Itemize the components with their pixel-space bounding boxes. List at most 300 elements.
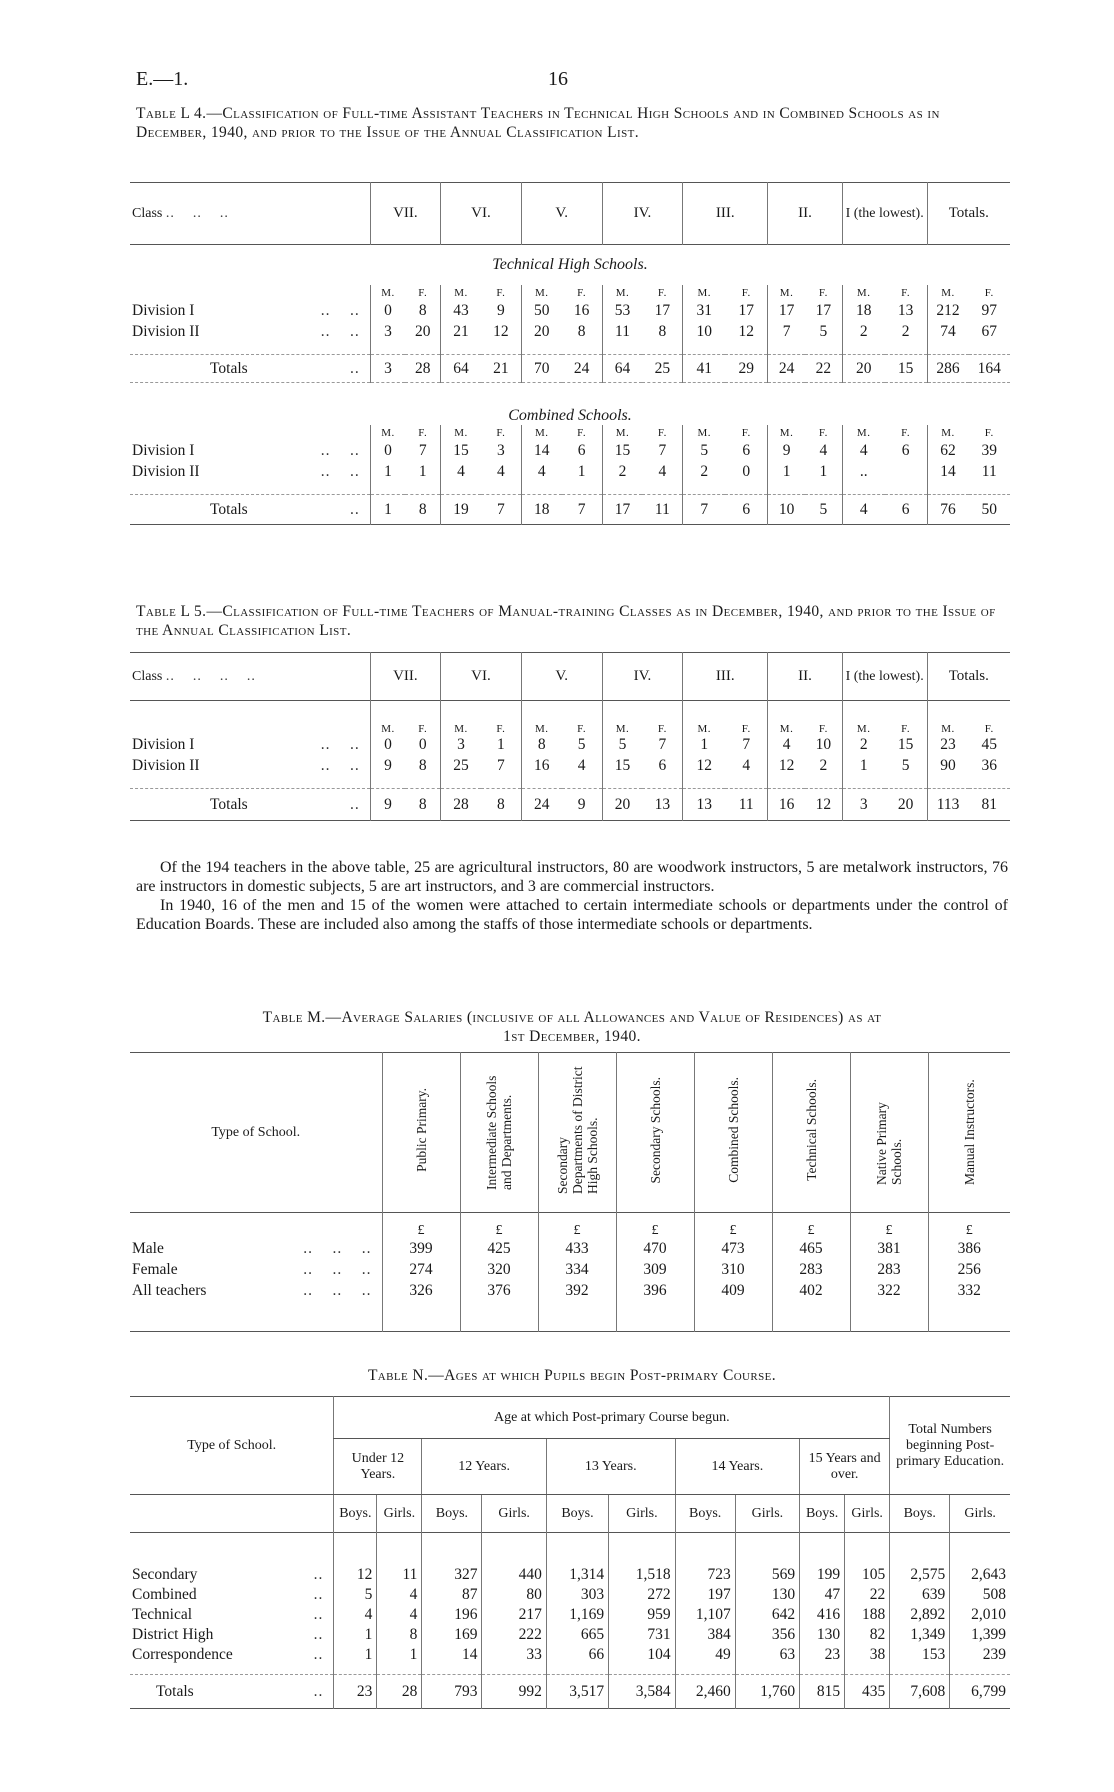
table-cell: 322 [850,1281,928,1302]
table-row: Division I .. .. 0 8 43 9 50 16 53 17 31 17 17 17 18 13 212 97 [130,301,1010,322]
table-cell: 0 [418,736,427,753]
section-title: Combined Schools. [508,406,632,424]
table-cell: 7 [683,495,725,525]
table-cell: 67 [981,323,997,340]
table-cell: 17 [738,302,754,319]
table-cell: 5 [819,323,828,340]
column-header: III. [683,653,768,701]
page-number: 16 [548,68,568,90]
table-cell: 8 [521,735,561,756]
row-label: Totals [210,500,248,518]
table-cell: 49 [675,1645,735,1665]
table-cell: 70 [521,355,561,383]
table-cell: 8 [658,323,667,340]
table-cell: 7 [418,442,427,459]
column-header: Technical Schools. [803,1079,819,1181]
column-header: Public Primary. [413,1088,429,1172]
column-header: Combined Schools. [725,1077,741,1183]
table-cell: 90 [927,756,968,777]
table-cell: 2 [842,322,884,343]
table-cell: 2,892 [890,1605,950,1625]
boys-girls-header-row: Boys. Girls. Boys. Girls. Boys. Girls. Boys. Girls. Boys. Girls. Boys. Girls. [130,1495,1010,1533]
mf-header-row: M. F. M. F. M. F. M. F. M. F. M. F. M. F. M. F. [130,285,1010,301]
table-cell: 11 [654,500,670,518]
table-cell: 12 [683,756,725,777]
table-row: Division II .. .. 3 20 21 12 20 8 11 8 10 12 7 5 2 2 74 67 [130,322,1010,343]
table-row: All teachers .. .. .. 326 376 392 396 409 402 322 332 [130,1281,1010,1302]
column-header: I (the lowest). [842,653,927,701]
table-cell: 399 [382,1239,460,1260]
table-cell: 815 [800,1675,845,1709]
table-cell: 5 [683,441,725,462]
table-row: Division I .. .. 0 7 15 3 14 6 15 7 5 6 9 4 4 6 62 39 [130,441,1010,462]
type-of-school-label: Type of School. [211,1124,301,1140]
table-cell: 356 [735,1625,799,1645]
table-cell: 4 [334,1605,377,1625]
row-label: Secondary [132,1565,198,1583]
table-cell: 12 [815,795,832,813]
column-header: VI. [441,183,522,245]
table-l4: Class .. .. .. VII. VI. V. IV. III. II. I (the lowest). Totals. Technical High Schools. M. F. M. F. M. F. M. F. M. F. M. F. M. F. M. F. Division I .. .. 0 8 43 9 50 16 53 17 31 17 17 17 18 13 212 97 Division II .. .. 3 20 21 12 20 8 11 8 10 12 7 5 2 2 74 67 Totals .. 3 28 64 21 70 24 64 25 41 29 24 22 20 15 286 164 Combined Schools. M. F. M. F. M. F. M. F. M. F. M. F. M. F. M. F. Division I .. .. 0 7 15 3 14 6 15 7 5 6 9 4 4 6 62 39 Division II .. .. 1 1 4 4 4 1 2 4 2 0 1 1 .. 14 11 Totals .. 1 8 19 7 18 7 17 11 7 6 10 5 4 6 76 50 [130,182,1010,525]
table-cell: 4 [497,463,505,480]
totals-row: Totals .. 1 8 19 7 18 7 17 11 7 6 10 5 4 6 76 50 [130,495,1010,525]
table-cell: 386 [928,1239,1010,1260]
table-n [130,1396,1010,1709]
table-cell: 1 [497,736,505,753]
table-cell: 1,760 [735,1675,799,1709]
table-cell: 7 [497,757,505,774]
table-cell: 7 [742,736,751,753]
table-cell: 11 [738,795,754,813]
table-cell: 17 [768,301,805,322]
column-header: II. [768,183,843,245]
table-cell: 409 [694,1281,772,1302]
table-cell: 5 [334,1585,377,1605]
table-cell: 508 [950,1585,1010,1605]
table-cell: 7 [658,736,667,753]
column-header: IV. [602,653,683,701]
caption-line: 1st December, 1940. [503,1028,641,1045]
table-cell: 25 [441,756,481,777]
table-cell: 8 [577,323,586,340]
table-cell: 440 [482,1565,546,1585]
age-column-header: 12 Years. [422,1439,546,1495]
table-cell: 22 [845,1585,890,1605]
table-cell: 10 [768,495,805,525]
table-cell: 197 [675,1585,735,1605]
table-cell: 1,314 [546,1565,608,1585]
table-cell: 1 [334,1625,377,1645]
table-cell: 20 [842,355,884,383]
table-cell: 153 [890,1645,950,1665]
table-cell: 23 [800,1645,845,1665]
table-cell: 4 [577,757,586,774]
table-cell: 3,517 [546,1675,608,1709]
table-cell: 286 [927,355,968,383]
table-cell: 7 [768,322,805,343]
table-cell: 8 [377,1625,422,1645]
mf-header-row: M. F. M. F. M. F. M. F. M. F. M. F. M. F. M. F. [130,425,1010,441]
table-cell: 8 [418,795,427,813]
table-cell: 793 [422,1675,482,1709]
totals-row: Totals .. 3 28 64 21 70 24 64 25 41 29 24 22 20 15 286 164 [130,355,1010,383]
table-m-caption [136,1008,1008,1046]
column-header: Secondary Schools. [647,1076,663,1184]
class-label: Class [132,205,163,221]
table-cell: 1,349 [890,1625,950,1645]
table-cell: 4 [377,1585,422,1605]
table-cell: 4 [819,442,828,459]
table-cell: 723 [675,1565,735,1585]
table-cell: 1 [370,495,405,525]
column-header: Totals. [927,653,1010,701]
table-cell: 1 [842,756,884,777]
table-cell: 272 [609,1585,676,1605]
row-label: Division I [132,442,195,459]
table-cell: 9 [577,795,586,813]
table-cell: 36 [981,757,997,774]
table-cell: 6 [742,442,751,459]
table-cell: 20 [897,795,914,813]
table-cell: 332 [928,1281,1010,1302]
table-row: Technical .. 4 4 196 217 1,169 959 1,107 642 416 188 2,892 2,010 [130,1605,1010,1625]
table-cell: 320 [460,1260,538,1281]
table-cell: 87 [422,1585,482,1605]
table-cell: 8 [418,500,427,518]
table-cell: 9 [768,441,805,462]
row-label: Correspondence [132,1645,233,1663]
table-cell: 21 [441,322,481,343]
table-cell: 188 [845,1605,890,1625]
table-cell: 3 [497,442,505,459]
table-cell: 665 [546,1625,608,1645]
table-cell: 14 [927,462,968,483]
table-cell: 4 [842,441,884,462]
table-cell: 53 [602,301,642,322]
column-header: Totals. [927,183,1010,245]
table-cell: 18 [521,495,561,525]
table-cell: 2 [842,735,884,756]
table-cell: 1,399 [950,1625,1010,1645]
table-n-caption: Table N.—Ages at which Pupils begin Post-primary Course. [367,1367,777,1384]
table-cell: 2 [901,323,910,340]
table-cell: 9 [370,789,405,821]
column-header: IV. [602,183,683,245]
table-cell: 6 [577,442,586,459]
table-cell: 196 [422,1605,482,1625]
table-cell: 20 [414,323,431,340]
table-cell: 1 [418,463,427,480]
table-cell: 2,460 [675,1675,735,1709]
table-cell: 16 [768,789,805,821]
table-cell: 7 [577,500,586,518]
table-cell: 569 [735,1565,799,1585]
table-cell: 1 [334,1645,377,1665]
row-label: Division I [132,302,195,319]
column-header: VI. [441,653,522,701]
table-cell: 3,584 [609,1675,676,1709]
column-header: III. [683,183,768,245]
table-cell: 16 [573,302,590,319]
table-cell: 731 [609,1625,676,1645]
class-label: Class [132,668,163,684]
table-cell: 45 [981,736,997,753]
table-cell: 64 [602,355,642,383]
table-cell: 959 [609,1605,676,1625]
column-header: I (the lowest). [842,183,927,245]
table-cell: 17 [654,302,671,319]
table-cell: 13 [654,795,671,813]
table-cell: 274 [382,1260,460,1281]
table-cell: 9 [370,756,405,777]
table-cell: 992 [482,1675,546,1709]
note-paragraph: In 1940, 16 of the men and 15 of the women were attached to certain intermediate schools or departments under the control of Education Boards. These are included also among the staffs of those intermediate schools or departments. [136,897,1008,933]
table-cell: 199 [800,1565,845,1585]
table-cell: 2 [683,462,725,483]
table-cell: 28 [377,1675,422,1709]
table-cell: .. [842,462,884,483]
column-header: Native Primary Schools. [874,1102,904,1185]
table-cell: 2,575 [890,1565,950,1585]
table-cell: 384 [675,1625,735,1645]
table-cell: 41 [683,355,725,383]
table-cell: 1,107 [675,1605,735,1625]
table-cell: 4 [842,495,884,525]
table-cell: 14 [521,441,561,462]
table-cell: 392 [538,1281,616,1302]
table-cell: 169 [422,1625,482,1645]
caption-line: Table M.—Average Salaries (inclusive of all Allowances and Value of Residences) as at [262,1009,882,1026]
table-cell: 6,799 [950,1675,1010,1709]
table-cell: 6 [901,500,910,518]
table-cell: 1 [577,463,586,480]
table-cell: 19 [441,495,481,525]
table-cell: 283 [772,1260,850,1281]
table-cell: 5 [819,500,828,518]
table-cell: 66 [546,1645,608,1665]
table-cell: 23 [334,1675,377,1709]
table-cell: 0 [742,463,751,480]
table-cell [885,462,927,483]
table-cell: 22 [815,359,832,377]
table-cell: 473 [694,1239,772,1260]
table-cell: 470 [616,1239,694,1260]
table-l5: Class .. .. .. .. VII. VI. V. IV. III. II. I (the lowest). Totals. M. F. M. F. M. F. M. F. M. F. M. F. M. F. M. F. Division I .. .. 0 0 3 1 8 5 5 7 1 7 4 10 2 15 23 45 Division II .. .. 9 8 25 7 16 4 15 6 12 4 12 2 1 5 90 36 Totals .. 9 8 28 8 24 9 20 13 13 11 16 12 3 20 113 81 [130,652,1010,821]
table-cell: 11 [377,1565,422,1585]
column-header: VII. [370,653,440,701]
table-cell: 396 [616,1281,694,1302]
table-cell: 12 [334,1565,377,1585]
table-cell: 416 [800,1605,845,1625]
table-cell: 2 [819,757,828,774]
table-cell: 2,643 [950,1565,1010,1585]
notes [136,858,1008,934]
table-cell: 38 [845,1645,890,1665]
table-cell: 24 [573,359,590,377]
table-cell: 12 [738,323,754,340]
table-cell: 6 [658,757,667,774]
table-cell: 1,518 [609,1565,676,1585]
totals-row: Totals .. 9 8 28 8 24 9 20 13 13 11 16 12 3 20 113 81 [130,789,1010,821]
column-header: VII. [370,183,440,245]
table-cell: 334 [538,1260,616,1281]
table-cell: 8 [497,795,505,813]
table-cell: 310 [694,1260,772,1281]
table-l5-caption: Table L 5.—Classification of Full-time Teachers of Manual-training Classes as in December, 1940, and prior to the Issue of the Annual Classification List. [136,603,996,639]
table-cell: 326 [382,1281,460,1302]
table-cell: 20 [602,789,642,821]
age-column-header: 13 Years. [546,1439,675,1495]
table-cell: 97 [981,302,997,319]
table-cell: 11 [602,322,642,343]
table-m [130,1052,1010,1332]
table-cell: 130 [800,1625,845,1645]
row-label: Combined [132,1585,197,1603]
table-cell: 1 [683,735,725,756]
table-cell: 130 [735,1585,799,1605]
table-row: Correspondence .. 1 1 14 33 66 104 49 63 23 38 153 239 [130,1645,1010,1665]
age-column-header: 14 Years. [675,1439,799,1495]
table-cell: 15 [602,756,642,777]
table-cell: 4 [441,462,481,483]
table-row: District High .. 1 8 169 222 665 731 384 356 130 82 1,349 1,399 [130,1625,1010,1645]
table-row: Male .. .. .. 399 425 433 470 473 465 381 386 [130,1239,1010,1260]
table-cell: 1 [768,462,805,483]
table-cell: 74 [927,322,968,343]
table-cell: 303 [546,1585,608,1605]
table-cell: 222 [482,1625,546,1645]
row-label: Totals [156,1682,194,1700]
table-cell: 28 [414,359,431,377]
row-label: Division II [132,757,200,774]
table-cell: 20 [521,322,561,343]
table-cell: 5 [602,735,642,756]
table-cell: 11 [981,463,997,480]
table-cell: 217 [482,1605,546,1625]
row-label: Male [132,1240,164,1257]
table-cell: 62 [927,441,968,462]
table-cell: 43 [441,301,481,322]
age-column-header: 15 Years and over. [800,1439,890,1495]
table-cell: 5 [901,757,910,774]
table-cell: 402 [772,1281,850,1302]
table-row: Combined .. 5 4 87 80 303 272 197 130 47 22 639 508 [130,1585,1010,1605]
table-cell: 642 [735,1605,799,1625]
table-cell: 23 [927,735,968,756]
total-numbers-header: Total Numbers beginning Post-primary Education. [890,1397,1010,1495]
table-cell: 113 [927,789,968,821]
table-cell: 81 [981,795,997,813]
table-cell: 17 [815,302,832,319]
table-cell: 28 [441,789,481,821]
table-cell: 1 [819,463,828,480]
table-cell: 18 [842,301,884,322]
table-cell: 64 [441,355,481,383]
table-cell: 7 [658,442,667,459]
type-of-school-label: Type of School. [130,1397,334,1495]
currency-row: £ £ £ £ £ £ £ £ [130,1213,1010,1239]
table-cell: 13 [897,302,914,319]
table-cell: 4 [521,462,561,483]
table-cell: 12 [493,323,509,340]
row-label: Totals [210,795,248,813]
table-cell: 4 [768,735,805,756]
table-cell: 9 [497,302,505,319]
age-group-header: Age at which Post-primary Course begun. [334,1397,890,1439]
table-cell: 376 [460,1281,538,1302]
age-column-header: Under 12 Years. [334,1439,422,1495]
table-cell: 435 [845,1675,890,1709]
table-cell: 4 [377,1605,422,1625]
table-row: Division I .. .. 0 0 3 1 8 5 5 7 1 7 4 10 2 15 23 45 [130,735,1010,756]
table-cell: 13 [683,789,725,821]
table-cell: 1,169 [546,1605,608,1625]
table-cell: 639 [890,1585,950,1605]
table-cell: 1 [370,462,405,483]
table-cell: 239 [950,1645,1010,1665]
table-cell: 80 [482,1585,546,1605]
table-row: Secondary .. 12 11 327 440 1,314 1,518 723 569 199 105 2,575 2,643 [130,1565,1010,1585]
table-cell: 47 [800,1585,845,1605]
table-cell: 15 [602,441,642,462]
table-cell: 39 [981,442,997,459]
table-cell: 29 [738,359,754,377]
table-cell: 2 [602,462,642,483]
section-title: Technical High Schools. [492,255,648,273]
table-cell: 425 [460,1239,538,1260]
table-cell: 24 [768,355,805,383]
column-header: II. [768,653,843,701]
table-cell: 212 [927,301,968,322]
row-label: Technical [132,1605,193,1623]
table-cell: 50 [521,301,561,322]
table-cell: 7 [497,500,505,518]
table-cell: 15 [897,736,914,753]
table-cell: 7,608 [890,1675,950,1709]
table-cell: 31 [683,301,725,322]
table-cell: 3 [370,355,405,383]
table-cell: 76 [927,495,968,525]
totals-row: Totals .. 23 28 793 992 3,517 3,584 2,460 1,760 815 435 7,608 6,799 [130,1675,1010,1709]
table-cell: 256 [928,1260,1010,1281]
table-cell: 381 [850,1239,928,1260]
table-cell: 3 [441,735,481,756]
table-cell: 6 [742,500,751,518]
table-cell: 0 [370,301,405,322]
row-label: Division I [132,736,195,753]
table-cell: 8 [418,757,427,774]
table-cell: 10 [683,322,725,343]
page-reference: E.—1. [136,68,189,90]
table-cell: 33 [482,1645,546,1665]
table-cell: 10 [815,736,832,753]
column-header: Intermediate Schools and Departments. [484,1075,514,1190]
table-cell: 24 [521,789,561,821]
table-l4-caption: Table L 4.—Classification of Full-time Assistant Teachers in Technical High Schools and in Combined Schools as in December, 1940, and prior to the Issue of the Annual Classification List. [136,105,940,141]
column-header: V. [521,183,602,245]
table-cell: 3 [370,322,405,343]
row-label: Female [132,1261,178,1278]
column-header: V. [521,653,602,701]
table-cell: 15 [897,359,914,377]
table-cell: 5 [577,736,586,753]
table-cell: 465 [772,1239,850,1260]
row-label: All teachers [132,1282,207,1299]
table-cell: 8 [418,302,427,319]
note-paragraph: Of the 194 teachers in the above table, 25 are agricultural instructors, 80 are woodwork instructors, 5 are metalwork instructors, 76 are instructors in domestic subjects, 5 are art instructors, and 3 are commercial instructors. [136,859,1008,895]
column-header: Manual Instructors. [961,1079,977,1185]
table-cell: 433 [538,1239,616,1260]
